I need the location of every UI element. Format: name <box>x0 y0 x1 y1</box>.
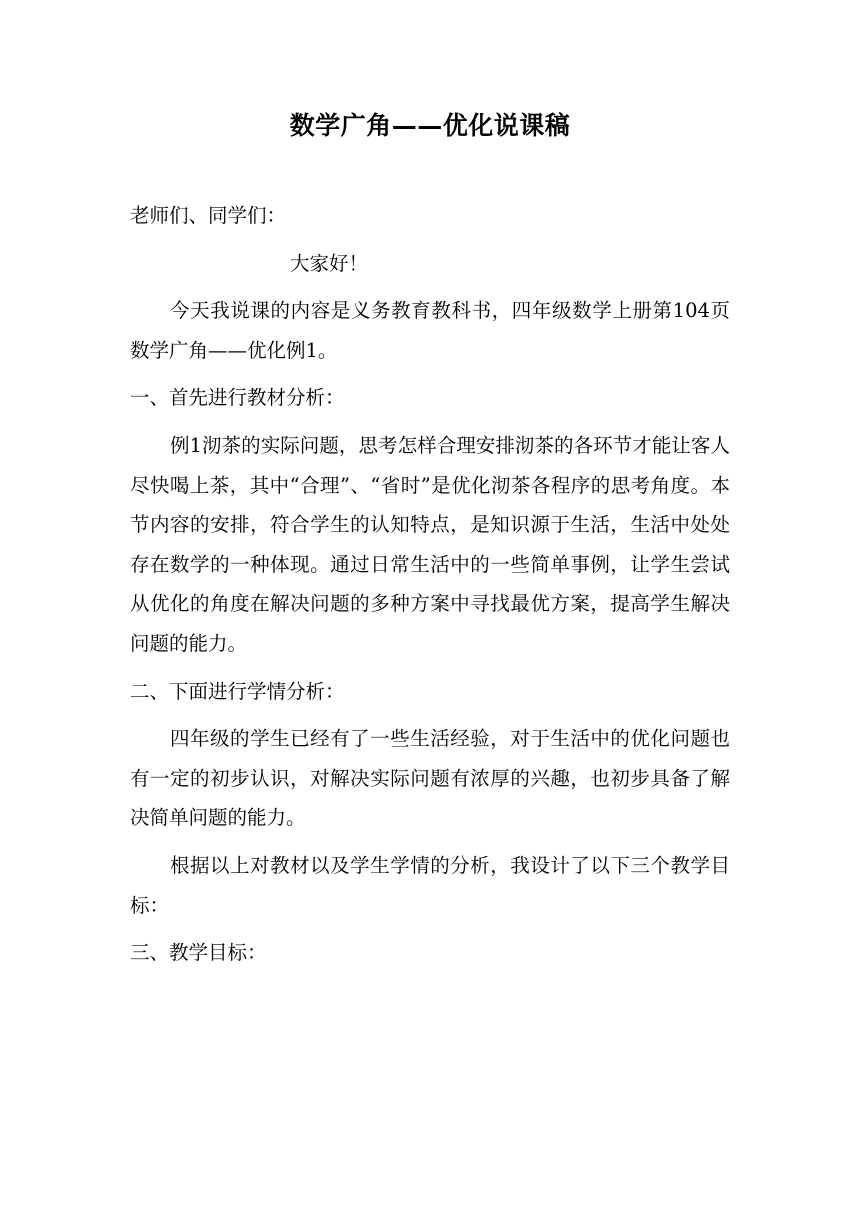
section-3-heading: 三、教学目标： <box>130 941 267 965</box>
intro-paragraph: 今天我说课的内容是义务教育教科书，四年级数学上册第104页数学广角——优化例1。 <box>130 299 730 362</box>
section-1-paragraph: 例1沏茶的实际问题，思考怎样合理安排沏茶的各环节才能让客人尽快喝上茶，其中“合理”、“省时”是优化沏茶各程序的思考角度。本节内容的安排，符合学生的认知特点，是知识源于生活，生活中处处存在数学的一种体现。通过日常生活中的一些简单事例，让学生尝试从优化的角度在解决问题的多种方案中寻找最优方案，提高学生解决问题的能力。 <box>130 433 730 655</box>
greeting: 大家好！ <box>290 251 369 275</box>
document-title: 数学广角——优化说课稿 <box>289 111 571 140</box>
transition-paragraph: 根据以上对教材以及学生学情的分析，我设计了以下三个教学目标： <box>130 853 730 917</box>
section-1-heading: 一、首先进行教材分析： <box>130 386 345 410</box>
section-2-heading: 二、下面进行学情分析： <box>130 679 345 703</box>
salutation: 老师们、同学们： <box>130 204 287 227</box>
section-2-paragraph: 四年级的学生已经有了一些生活经验，对于生活中的优化问题也有一定的初步认识，对解决实际问题有浓厚的兴趣，也初步具备了解决简单问题的能力。 <box>130 727 730 830</box>
document-body <box>130 196 730 973</box>
